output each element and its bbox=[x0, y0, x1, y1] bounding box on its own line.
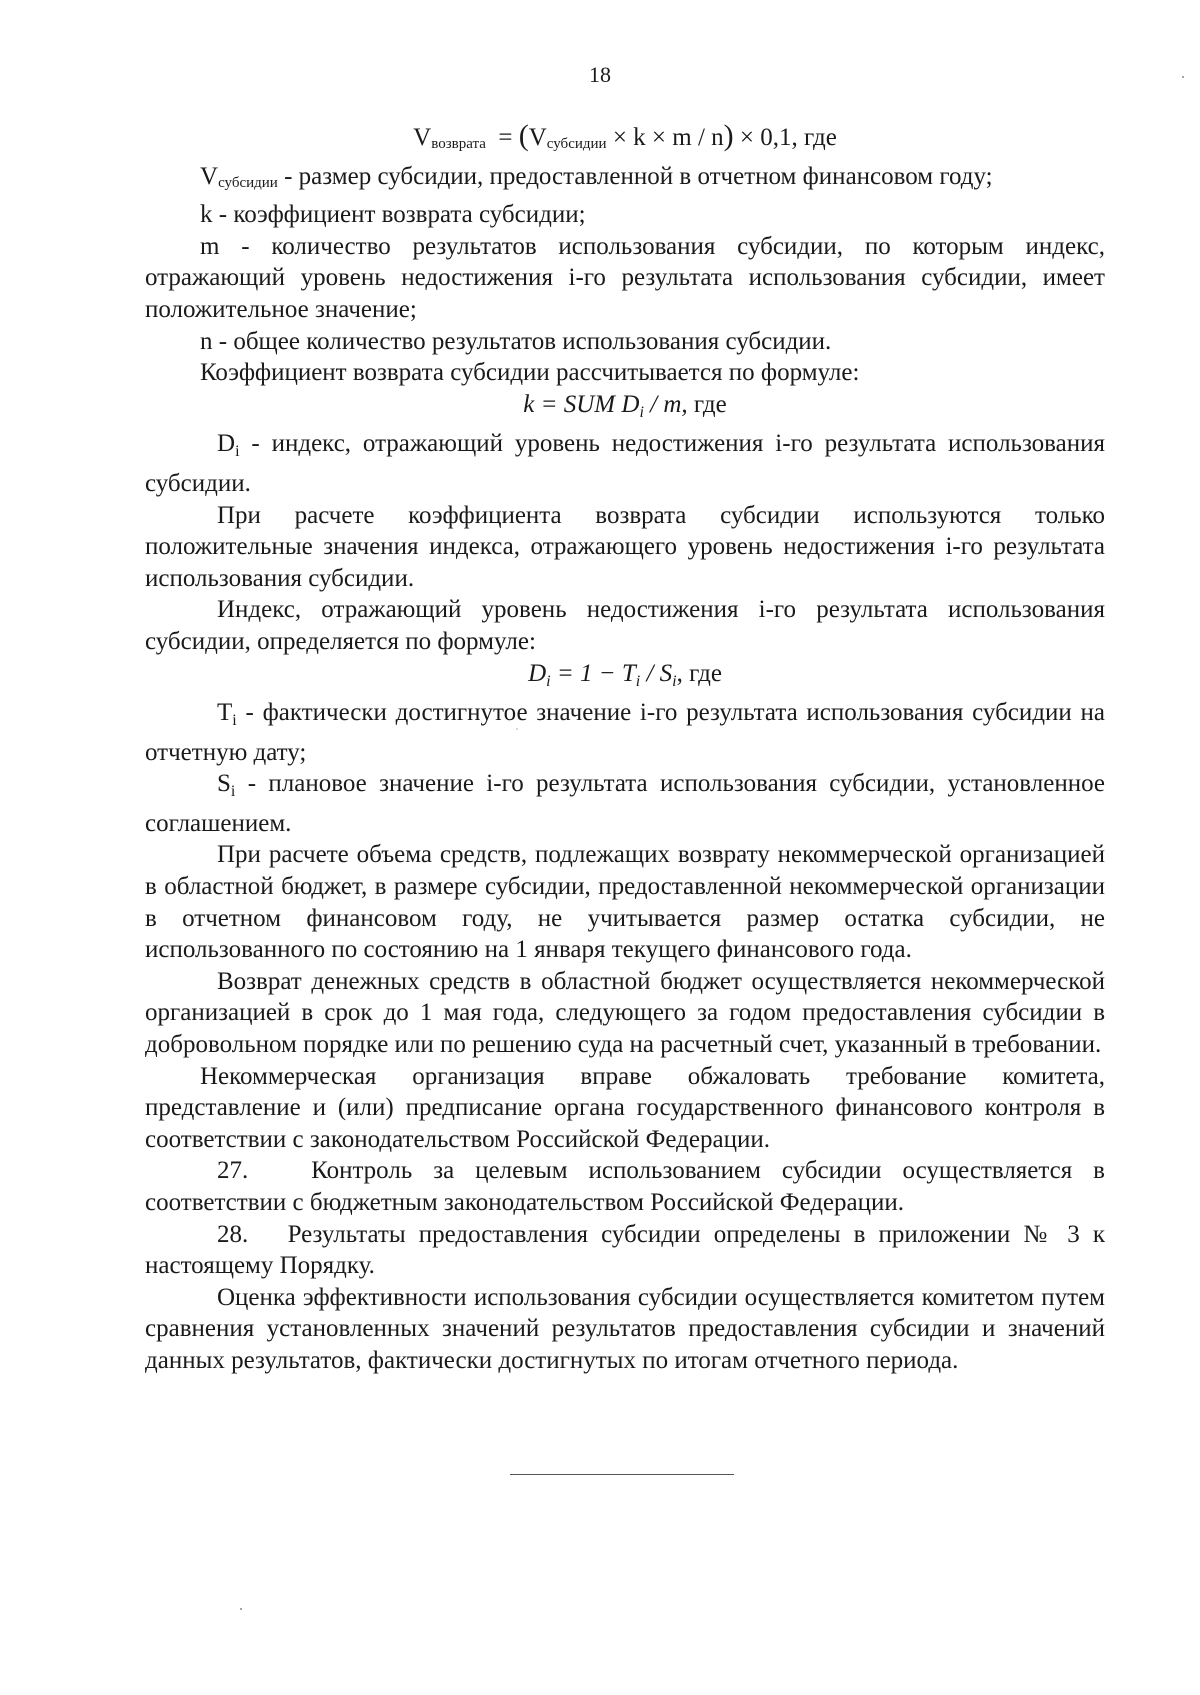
definition-v-subsidy bbox=[145, 161, 1105, 200]
formula-d bbox=[145, 658, 1105, 698]
formula-d-slash: / S bbox=[640, 659, 673, 687]
paragraph-positive-values: При расчете коэффициента возврата субсидии используются только положительные значения индекса, отражающего уровень недостижения i-го результата использования субсидии. bbox=[145, 501, 1105, 592]
item-27 bbox=[145, 1155, 1105, 1218]
definition-m: m - количество результатов использования субсидии, по которым индекс, отражающий уровень недостижения i-го результата использования субсидии, имеет положительное значение; bbox=[145, 232, 1105, 323]
def-di-symbol-sub: i bbox=[235, 443, 240, 461]
formula-return-volume bbox=[145, 120, 1105, 161]
formula-v-sub: субсидии bbox=[546, 136, 607, 152]
formula-k-sub: i bbox=[639, 403, 644, 421]
paragraph-evaluation: Оценка эффективности использования субсидии осуществляется комитетом путем сравнения установленных значений результатов предоставления субсидии и значений данных результатов, фактически достигнутых по итогам отчетного периода. bbox=[145, 1283, 1105, 1374]
definition-ti bbox=[145, 697, 1105, 768]
formula-open-paren: ( bbox=[518, 119, 529, 152]
item-28 bbox=[145, 1219, 1105, 1282]
k-formula-intro: Коэффициент возврата субсидии рассчитывается по формуле: bbox=[200, 359, 860, 387]
formula-d-sub: i bbox=[546, 672, 551, 690]
page-number: 18 bbox=[589, 62, 611, 87]
item-27-number: 27. bbox=[217, 1157, 249, 1185]
formula-lhs-sub: возврата bbox=[431, 136, 486, 152]
formula-s-sub: i bbox=[672, 672, 677, 690]
item-28-text: Результаты предоставления субсидии определены в приложении № 3 к настоящему Порядку. bbox=[145, 1220, 1105, 1280]
formula-rest: × k × m / n bbox=[612, 124, 724, 151]
formula-d-where: где bbox=[689, 659, 722, 687]
item-28-number: 28. bbox=[217, 1220, 249, 1248]
formula-k-rest: / m, bbox=[643, 390, 688, 418]
formula-d-comma: , bbox=[676, 659, 683, 687]
def-ti-symbol-sub: i bbox=[232, 712, 237, 730]
paragraph-appeal: Некоммерческая организация вправе обжаловать требование комитета, представление и (или) предписание органа государственного финансового контроля в соответствии с законодательством Российской Федерации. bbox=[145, 1062, 1105, 1153]
formula-close-paren: ) bbox=[723, 119, 734, 152]
paragraph-index-definition: Индекс, отражающий уровень недостижения i-го результата использования субсидии, определяется по формуле: bbox=[145, 596, 1105, 655]
def-si-symbol-sub: i bbox=[230, 783, 236, 801]
def-ti-symbol: T bbox=[217, 699, 233, 727]
def-vsub-text: - размер субсидии, предоставленной в отчетном финансовом году; bbox=[277, 162, 993, 190]
formula-eq: = bbox=[498, 124, 513, 151]
definition-n: n - общее количество результатов использования субсидии. bbox=[200, 327, 832, 355]
end-divider bbox=[510, 1474, 734, 1475]
formula-k-where: где bbox=[693, 390, 727, 418]
formula-d-symbol: D bbox=[528, 659, 547, 687]
def-ti-text: - фактически достигнутое значение i-го результата использования субсидии на отчетную дату; bbox=[145, 699, 1105, 766]
formula-k-expr: k = SUM D bbox=[523, 390, 640, 418]
def-di-symbol: D bbox=[217, 430, 236, 458]
scan-speck bbox=[516, 728, 518, 730]
paragraph-return: Возврат денежных средств в областной бюджет осуществляется некоммерческой организацией в срок до 1 мая года, следующего за годом предоставления субсидии в добровольном порядке или по решению суда на расчетный счет, указанный в требовании. bbox=[145, 967, 1105, 1059]
item-27-text: Контроль за целевым использованием субсидии осуществляется в соответствии с бюджетным законодательством Российской Федерации. bbox=[145, 1157, 1105, 1216]
definition-di bbox=[145, 428, 1105, 499]
document-body bbox=[145, 120, 1105, 1377]
paragraph-remainder: При расчете объема средств, подлежащих возврату некоммерческой организацией в областной бюджет, в размере субсидии, предоставленной некоммерческой организации в отчетном финансовом году, не учитывается размер остатка субсидии, не использованного по состоянию на 1 января текущего финансового года. bbox=[145, 841, 1105, 964]
def-si-symbol: S bbox=[217, 770, 231, 798]
formula-k bbox=[145, 389, 1105, 429]
def-vsub-symbol: V bbox=[200, 162, 219, 190]
formula-lhs: V bbox=[413, 124, 432, 151]
formula-where: где bbox=[804, 124, 837, 151]
def-si-text: - плановое значение i-го результата использования субсидии, установленное соглашением. bbox=[145, 770, 1105, 837]
def-di-text: - индекс, отражающий уровень недостижения i-го результата использования субсидии. bbox=[145, 430, 1105, 497]
definition-si bbox=[145, 768, 1105, 839]
definition-k: k - коэффициент возврата субсидии; bbox=[200, 201, 586, 229]
scan-speck bbox=[1182, 76, 1184, 78]
scan-speck bbox=[240, 1608, 242, 1610]
formula-v: V bbox=[528, 124, 547, 151]
def-vsub-symbol-sub: субсидии bbox=[218, 174, 278, 191]
formula-t-sub: i bbox=[635, 672, 641, 690]
formula-d-mid: = 1 − T bbox=[550, 659, 636, 687]
formula-tail: × 0,1, bbox=[739, 124, 798, 151]
